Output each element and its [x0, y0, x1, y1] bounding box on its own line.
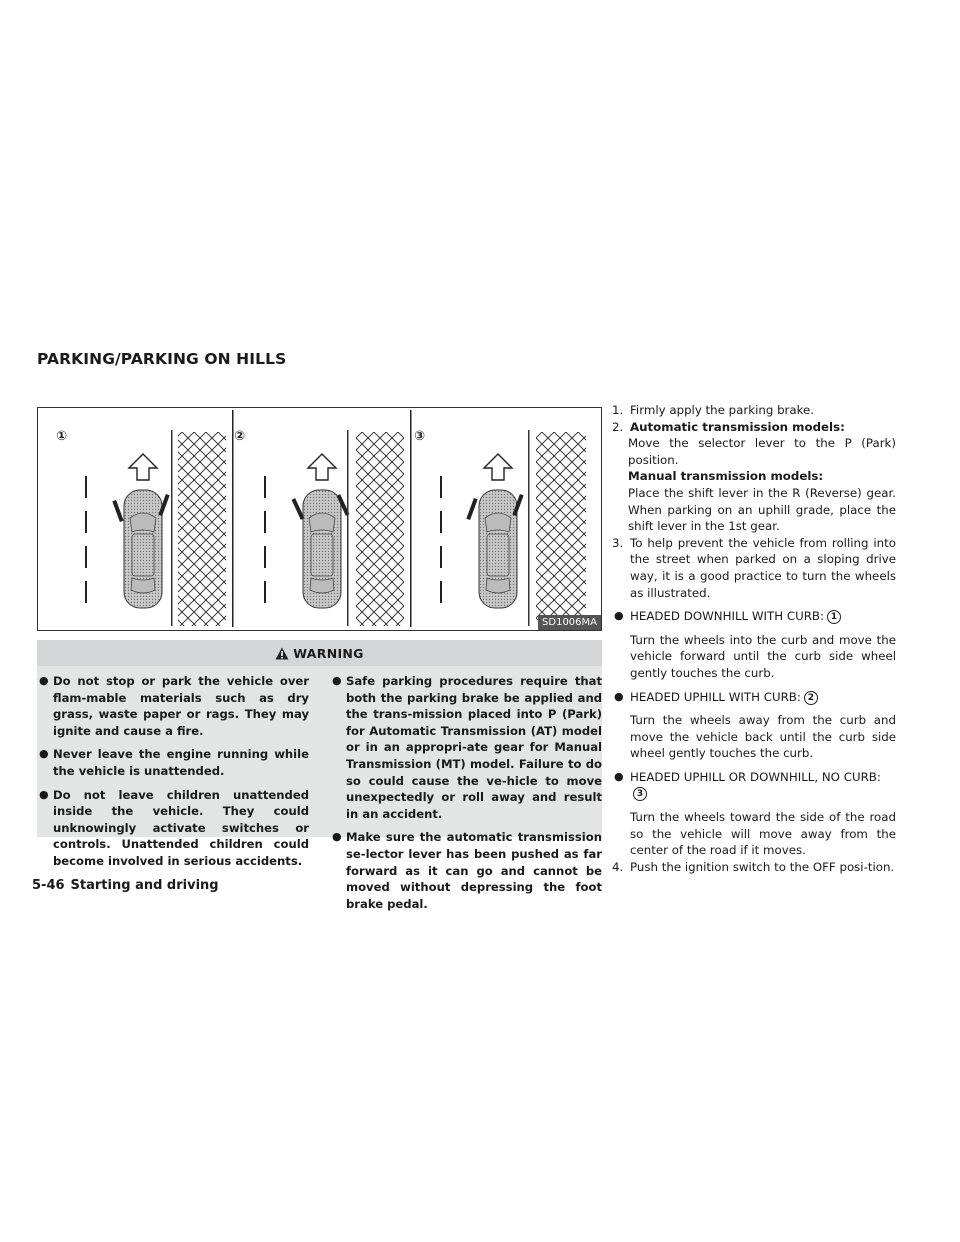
- page-number: 5-46: [32, 878, 65, 893]
- section-title: PARKING/PARKING ON HILLS: [37, 350, 287, 368]
- warning-title: WARNING: [293, 645, 364, 661]
- procedure-steps: [612, 402, 896, 875]
- bullet-icon: ●: [614, 689, 624, 703]
- bullet-icon: ●: [39, 787, 49, 801]
- warning-icon: [275, 647, 289, 660]
- page-footer: [32, 878, 219, 893]
- bullet-uphill-curb-text: Turn the wheels away from the curb and move the vehicle back until the curb side wheel gently touches the curb.: [630, 713, 896, 761]
- warning-column-right: [330, 673, 602, 919]
- panel-2: [234, 410, 412, 627]
- panel-1: [56, 410, 234, 627]
- parking-diagram: [38, 408, 600, 629]
- bullet-uphill-curb: ● HEADED UPHILL WITH CURB: 2: [612, 689, 896, 706]
- warning-item: ● Safe parking procedures require that both the parking brake be applied and the trans-mission placed into P (Park) for Automatic Transmission (AT) model or in an appropri-ate gear for Manual Transmission (MT) model. Failure to do so could cause the ve-hicle to move unexpectedly or roll away and result in an accident.: [332, 674, 602, 821]
- step-2-at-text: Move the selector lever to the P (Park) position.: [628, 436, 896, 467]
- step-2-mt-head: Manual transmission models:: [628, 469, 824, 484]
- bullet-icon: ●: [39, 674, 49, 687]
- callout-2: ②: [234, 429, 246, 444]
- bullet-no-curb: ● HEADED UPHILL OR DOWNHILL, NO CURB:3: [614, 769, 881, 800]
- bullet-icon: ●: [614, 769, 624, 783]
- panel-3: [414, 429, 586, 626]
- warning-header: [37, 640, 602, 666]
- warning-item: ● Do not stop or park the vehicle over flam-mable materials such as dry grass, waste paper or rags. They may ignite and cause a fire.: [39, 674, 309, 738]
- warning-item: ● Make sure the automatic transmission se-lector lever has been pushed as far forward as it can go and cannot be moved without depressing the foot brake pedal.: [332, 830, 602, 911]
- step-2-mt-text: Place the shift lever in the R (Reverse) gear. When parking on an uphill grade, place the shift lever in the 1st gear.: [628, 485, 896, 534]
- warning-item: ● Never leave the engine running while the vehicle is unattended.: [39, 747, 309, 778]
- figure-code: SD1006MA: [538, 615, 601, 630]
- warning-item: ● Do not leave children unattended inside the vehicle. They could unknowingly activate switches or controls. Unattended children could become involved in serious accidents.: [39, 787, 309, 868]
- parking-illustration: [37, 407, 602, 631]
- bullet-no-curb-text: Turn the wheels toward the side of the road so the vehicle will move away from the center of the road if it moves.: [630, 810, 896, 858]
- bullet-icon: ●: [39, 747, 49, 761]
- step-3: 3. To help prevent the vehicle from rolling into the street when parked on a sloping drive way, it is a good practice to turn the wheels as illustrated.: [612, 535, 896, 600]
- bullet-downhill-curb-text: Turn the wheels into the curb and move the vehicle forward until the curb side wheel gently touches the curb.: [630, 632, 896, 680]
- chapter-title: Starting and driving: [70, 878, 219, 893]
- callout-3: ③: [414, 429, 426, 444]
- bullet-icon: ●: [332, 830, 342, 844]
- step-2: 2. Automatic transmission models:: [612, 419, 845, 434]
- callout-ref-2: 2: [804, 691, 818, 705]
- step-1: 1. Firmly apply the parking brake.: [612, 403, 815, 417]
- bullet-icon: ●: [332, 674, 342, 687]
- warning-column-left: [37, 673, 309, 877]
- bullet-downhill-curb: ● HEADED DOWNHILL WITH CURB: 1: [612, 608, 896, 625]
- callout-ref-1: 1: [827, 610, 841, 624]
- callout-1: ①: [56, 429, 68, 444]
- callout-ref-3: 3: [633, 787, 647, 801]
- step-4: 4. Push the ignition switch to the OFF posi-tion.: [612, 859, 895, 874]
- bullet-icon: ●: [614, 609, 624, 623]
